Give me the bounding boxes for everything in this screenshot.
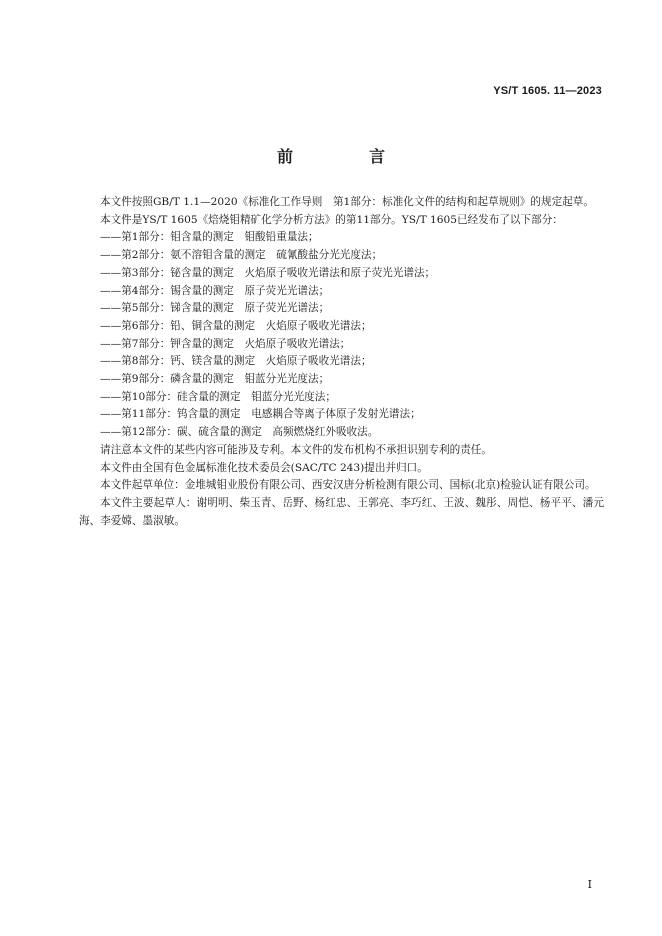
paragraph-drafting-rules: 本文件按照GB/T 1.1—2020《标准化工作导则 第1部分：标准化文件的结构和起草规则》的规定起草。 <box>100 196 594 208</box>
page-title: 前 言 <box>276 147 415 166</box>
paragraph-drafting-units: 本文件起草单位：金堆城钼业股份有限公司、西安汉唐分析检测有限公司、国标(北京)检验认证有限公司。 <box>100 479 596 492</box>
list-item: ——第5部分：锑含量的测定 原子荧光光谱法； <box>100 302 330 315</box>
list-item: ——第4部分：锡含量的测定 原子荧光光谱法； <box>100 284 330 297</box>
paragraph-patent-notice: 请注意本文件的某些内容可能涉及专利。本文件的发布机构不承担识别专利的责任。 <box>100 443 492 456</box>
list-item: ——第6部分：铅、铜含量的测定 火焰原子吸收光谱法； <box>100 319 372 332</box>
document-code: YS/T 1605. 11—2023 <box>493 85 602 97</box>
paragraph-proposer: 本文件由全国有色金属标准化技术委员会(SAC/TC 243)提出并归口。 <box>100 461 428 474</box>
list-item: ——第8部分：钙、镁含量的测定 火焰原子吸收光谱法； <box>100 355 372 368</box>
paragraph-drafters: 本文件主要起草人：谢明明、柴玉青、岳野、杨红忠、王郭亮、李巧红、王波、魏彤、周恺、杨平平、潘元海、李爱嫦、墨淑敏。 <box>79 496 604 527</box>
list-item: ——第12部分：碳、硫含量的测定 高频燃烧红外吸收法。 <box>100 426 379 439</box>
list-item: ——第2部分：氨不溶钼含量的测定 硫氰酸盐分光光度法； <box>100 249 383 262</box>
list-item: ——第7部分：钾含量的测定 火焰原子吸收光谱法； <box>100 337 351 350</box>
list-item: ——第11部分：钨含量的测定 电感耦合等离子体原子发射光谱法； <box>100 408 421 421</box>
paragraph-part-intro: 本文件是YS/T 1605《焙烧钼精矿化学分析方法》的第11部分。YS/T 1605已经发布了以下部分： <box>100 213 563 226</box>
list-item: ——第1部分：钼含量的测定 钼酸铅重量法； <box>100 231 319 244</box>
list-item: ——第10部分：硅含量的测定 钼蓝分光光度法； <box>100 390 336 403</box>
list-item: ——第9部分：磷含量的测定 钼蓝分光光度法； <box>100 373 330 386</box>
list-item: ——第3部分：铋含量的测定 火焰原子吸收光谱法和原子荧光光谱法； <box>100 266 436 279</box>
foreword-body <box>79 194 604 530</box>
page-number: I <box>587 878 592 891</box>
